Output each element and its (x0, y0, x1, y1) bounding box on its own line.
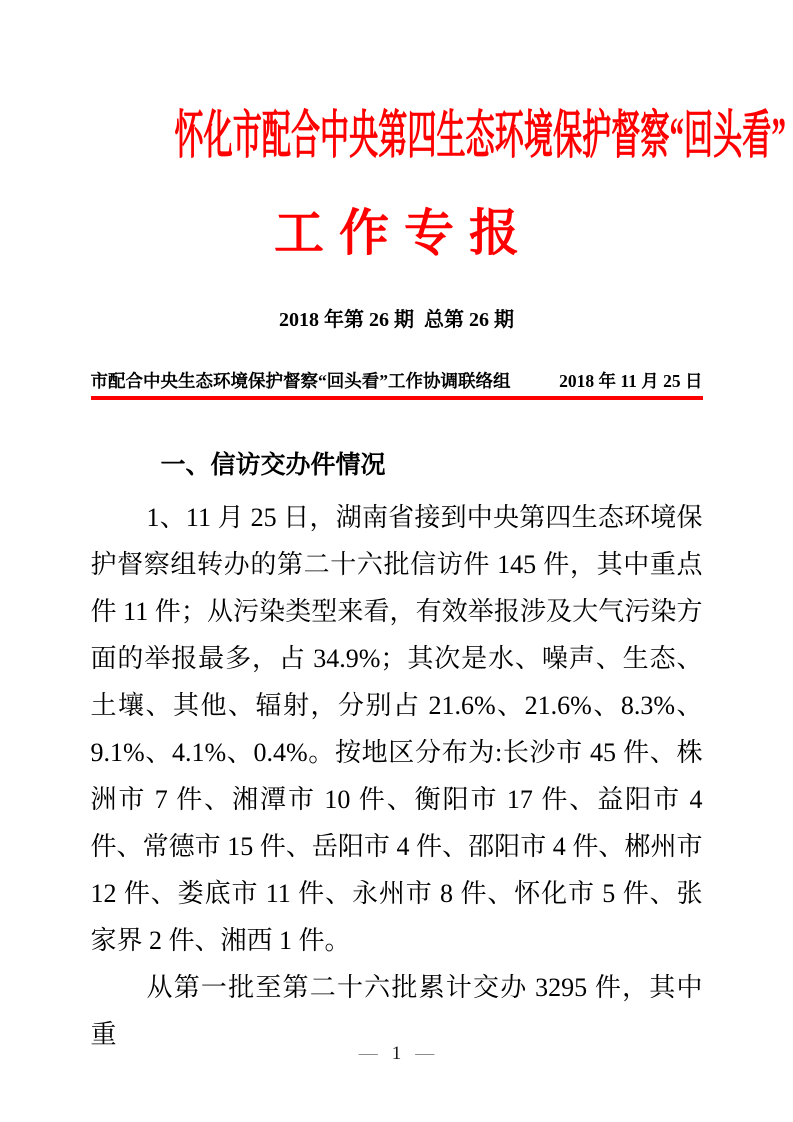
body-paragraph: 1、11 月 25 日，湖南省接到中央第四生态环境保护督察组转办的第二十六批信访件 145 件，其中重点件 11 件；从污染类型来看，有效举报涉及大气污染方面的举报最多，占 34.9%；其次是水、噪声、生态、土壤、其他、辐射，分别占 21.6%、21.6%、8.3%、9.1%、4.1%、0.4%。按地区分布为:长沙市 45 件、株洲市 7 件、湘潭市 10 件、衡阳市 17 件、益阳市 4 件、常德市 15 件、岳阳市 4 件、邵阳市 4 件、郴州市 12 件、娄底市 11 件、永州市 8 件、怀化市 5 件、张家界 2 件、湘西 1 件。 (90, 503, 703, 955)
document-title-line1: 怀化市配合中央第四生态环境保护督察“回头看” (174, 108, 786, 165)
footer-dash-right: — (415, 1043, 435, 1064)
document-body (91, 449, 703, 1058)
page-number: 1 (391, 1043, 402, 1064)
page-footer (0, 1042, 793, 1066)
issue-info: 2018 年第 26 期 总第 26 期 (279, 309, 514, 331)
section-heading: 一、信访交办件情况 (160, 451, 386, 479)
footer-dash-left: — (358, 1043, 378, 1064)
body-paragraph: 从第一批至第二十六批累计交办 3295 件，其中重 (90, 973, 703, 1049)
document-title-line2: 工作专报 (274, 205, 534, 261)
issuer-name: 市配合中央生态环境保护督察“回头看”工作协调联络组 (90, 371, 511, 391)
issue-date: 2018 年 11 月 25 日 (559, 371, 703, 391)
byline-row (91, 368, 703, 394)
red-divider-rule (91, 396, 703, 400)
